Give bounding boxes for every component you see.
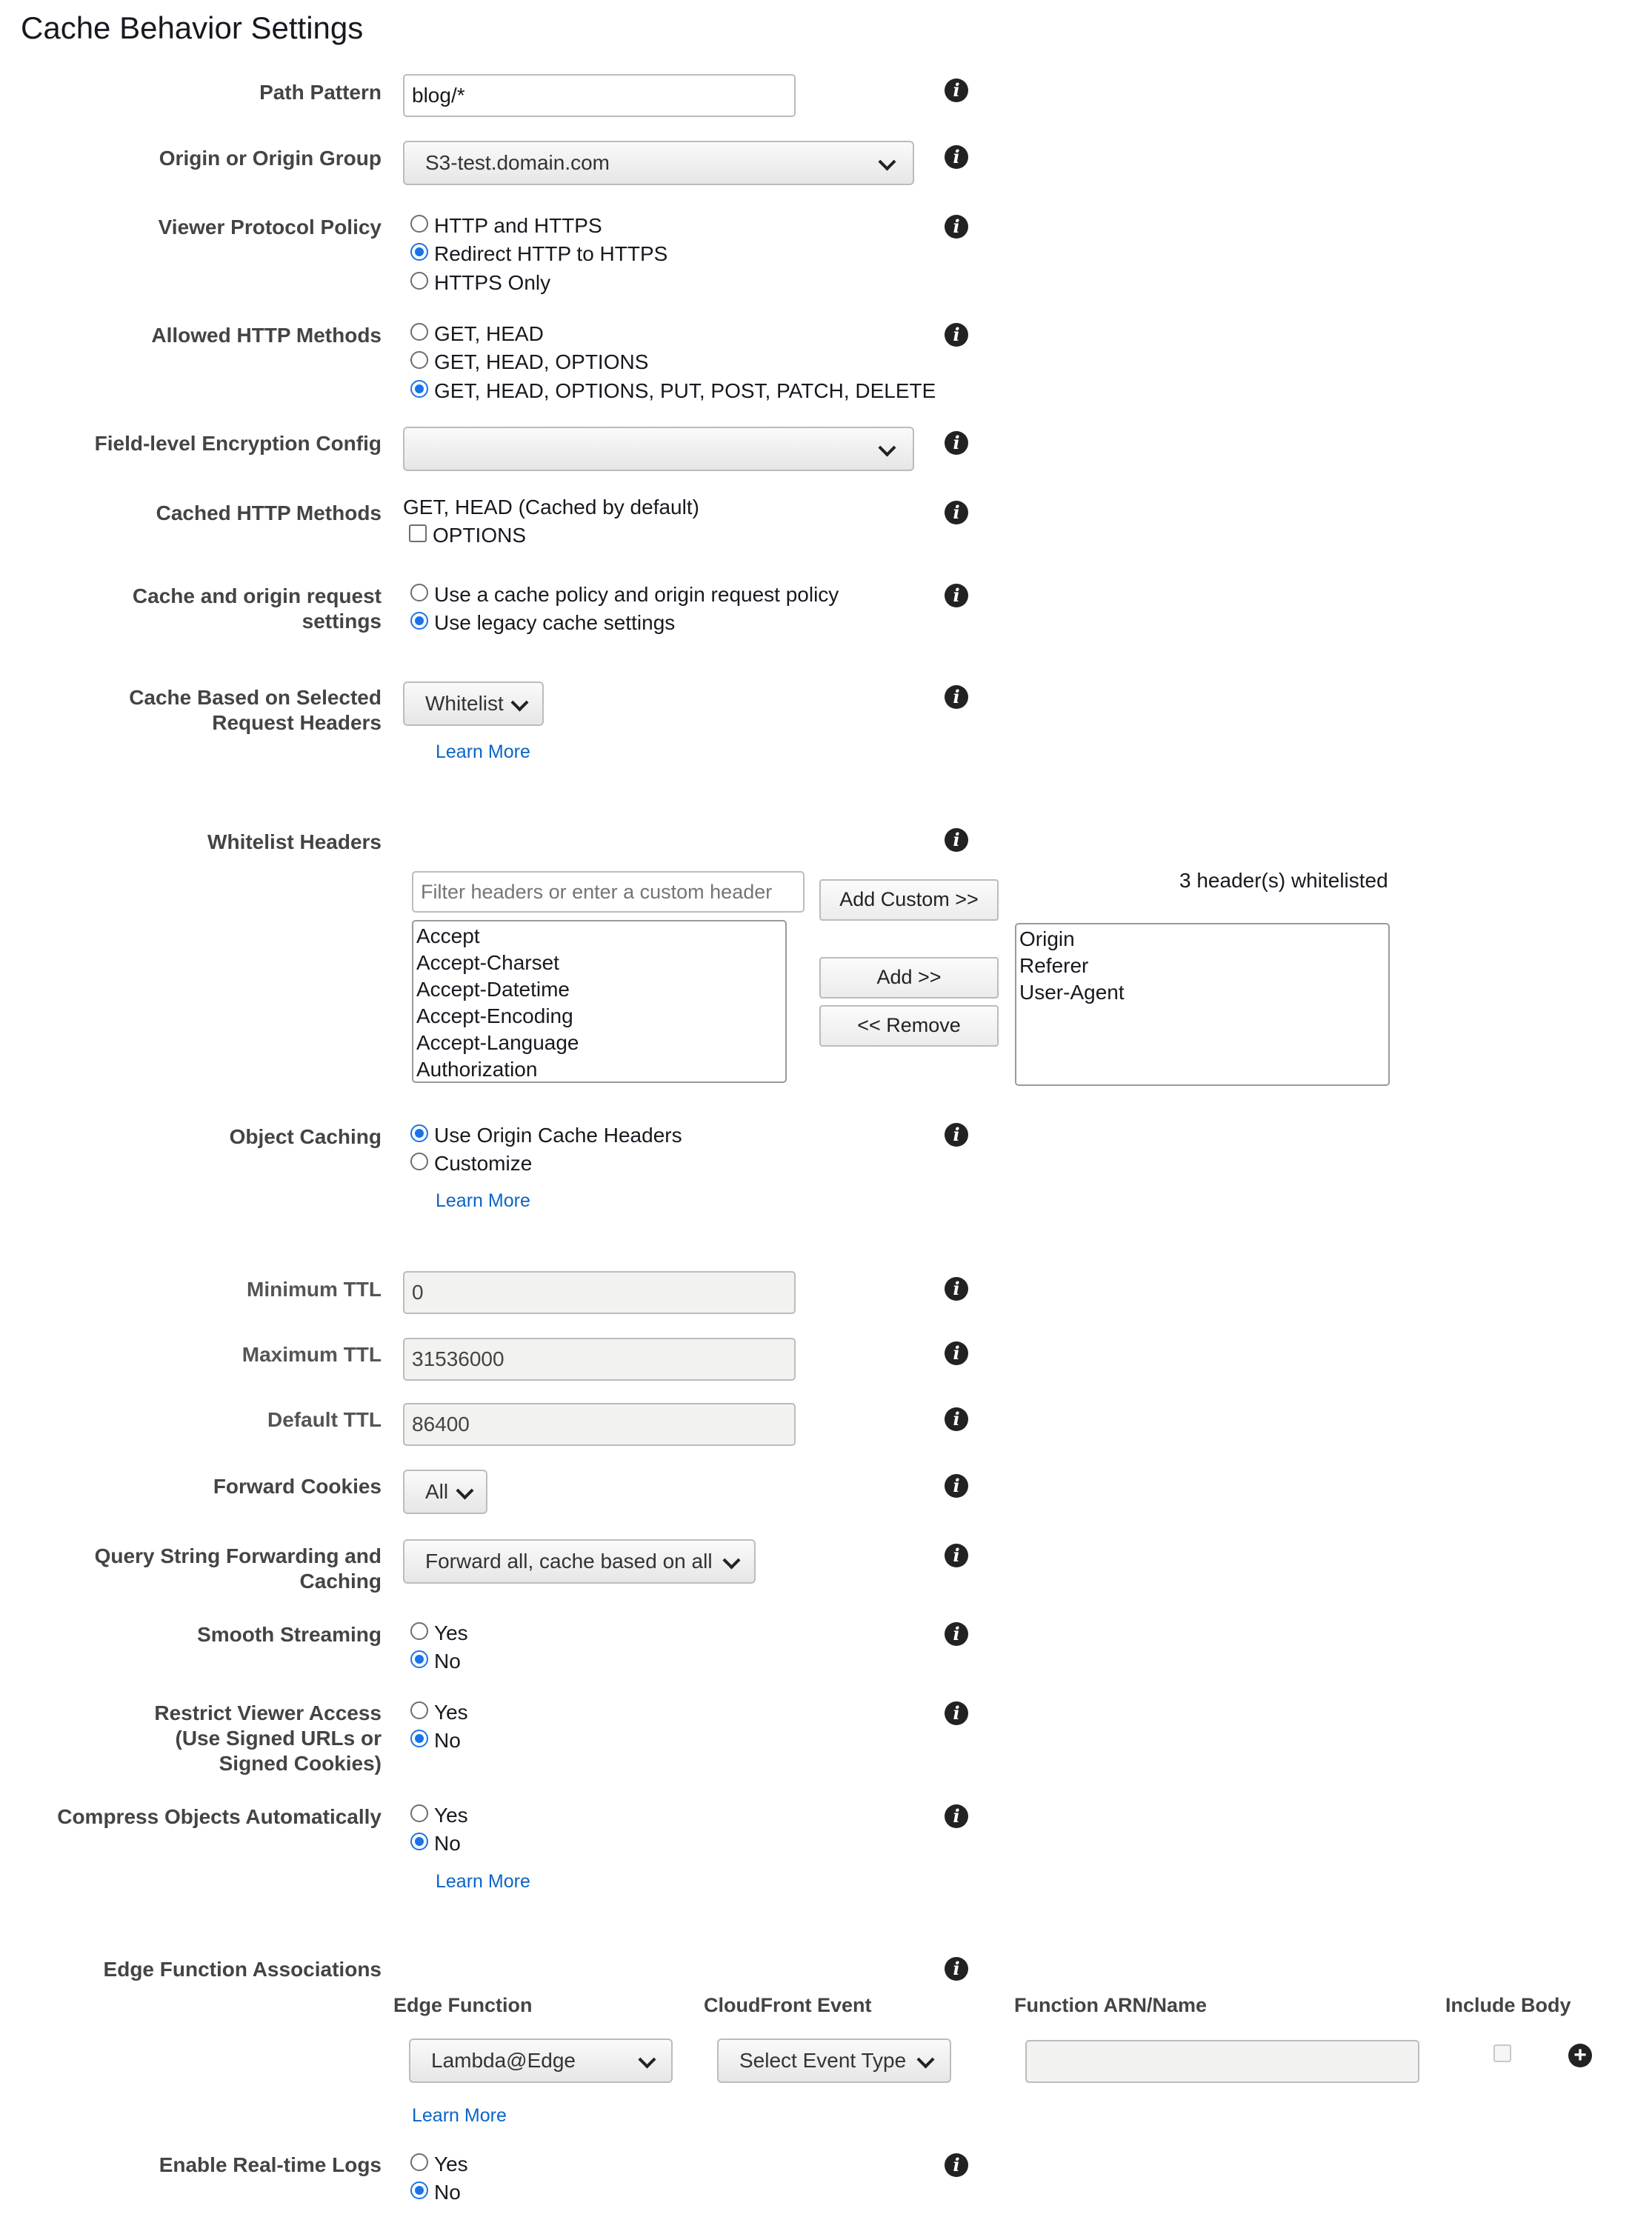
option-label: Use Origin Cache Headers: [434, 1124, 682, 1147]
smooth-streaming-label: Smooth Streaming: [197, 1623, 382, 1646]
edge-function-column-header: Edge Function: [393, 1994, 533, 2016]
whitelisted-count: 3 header(s) whitelisted: [1179, 869, 1388, 892]
cache-origin-settings-label: Cache and origin request settings: [132, 584, 382, 633]
option-label: GET, HEAD, OPTIONS, PUT, POST, PATCH, DELETE: [434, 379, 936, 402]
info-icon[interactable]: i: [945, 1123, 968, 1147]
radio-customize[interactable]: [410, 1153, 428, 1170]
include-body-column-header: Include Body: [1445, 1994, 1571, 2016]
option-label: Yes: [434, 1701, 468, 1724]
function-arn-column-header: Function ARN/Name: [1014, 1994, 1208, 2016]
minimum-ttl-label: Minimum TTL: [247, 1278, 382, 1301]
list-item[interactable]: Accept-Language: [416, 1031, 579, 1054]
list-item[interactable]: Accept: [416, 924, 480, 947]
option-label: Customize: [434, 1152, 533, 1175]
options-checkbox[interactable]: [409, 524, 427, 542]
radio-http-and-https[interactable]: [410, 215, 428, 233]
option-label: HTTPS Only: [434, 271, 551, 294]
option-label: Use a cache policy and origin request policy: [434, 583, 839, 606]
info-icon[interactable]: i: [945, 79, 968, 102]
allowed-methods-label: Allowed HTTP Methods: [151, 324, 382, 347]
path-pattern-input[interactable]: [403, 74, 796, 117]
radio-https-only[interactable]: [410, 272, 428, 290]
info-icon[interactable]: i: [945, 145, 968, 169]
radio-all-methods[interactable]: [410, 380, 428, 398]
query-string-label: Query String Forwarding and Caching: [94, 1544, 382, 1593]
option-label: Yes: [434, 1804, 468, 1827]
add-association-icon[interactable]: +: [1568, 2044, 1592, 2067]
option-label: No: [434, 1650, 461, 1673]
edge-function-associations-label: Edge Function Associations: [103, 1958, 382, 1981]
list-item[interactable]: User-Agent: [1019, 981, 1125, 1004]
info-icon[interactable]: i: [945, 1474, 968, 1498]
cloudfront-event-selected-value: Select Event Type: [739, 2049, 907, 2072]
minimum-ttl-input[interactable]: [403, 1271, 796, 1314]
include-body-checkbox[interactable]: [1493, 2044, 1511, 2062]
list-item[interactable]: Referer: [1019, 954, 1089, 977]
radio-smooth-streaming-yes[interactable]: [410, 1622, 428, 1640]
default-ttl-input[interactable]: [403, 1403, 796, 1446]
restrict-viewer-label: Restrict Viewer Access (Use Signed URLs or Signed Cookies): [154, 1701, 382, 1775]
option-label: Yes: [434, 2153, 468, 2176]
remove-button[interactable]: << Remove: [819, 1005, 999, 1047]
learn-more-link[interactable]: Learn More: [436, 1190, 530, 1211]
info-icon[interactable]: i: [945, 431, 968, 455]
option-label: No: [434, 2181, 461, 2204]
whitelisted-headers-list[interactable]: [1015, 923, 1390, 1086]
compress-objects-label: Compress Objects Automatically: [57, 1805, 382, 1828]
forward-cookies-label: Forward Cookies: [213, 1475, 382, 1498]
option-label: GET, HEAD, OPTIONS: [434, 350, 649, 373]
page-title: Cache Behavior Settings: [21, 10, 364, 45]
info-icon[interactable]: i: [945, 323, 968, 347]
chevron-down-icon: [916, 2050, 934, 2068]
option-label: Yes: [434, 1621, 468, 1644]
origin-selected-value: S3-test.domain.com: [425, 151, 610, 174]
radio-restrict-viewer-no[interactable]: [410, 1730, 428, 1747]
edge-function-select[interactable]: [409, 2038, 673, 2083]
info-icon[interactable]: i: [945, 1341, 968, 1365]
radio-redirect-http-to-https[interactable]: [410, 243, 428, 261]
info-icon[interactable]: i: [945, 1544, 968, 1567]
forward-cookies-selected-value: All: [425, 1480, 449, 1503]
chevron-down-icon: [722, 1551, 740, 1569]
chevron-down-icon: [510, 693, 528, 711]
cache-headers-select[interactable]: [403, 681, 544, 726]
list-item[interactable]: Authorization: [416, 1058, 538, 1081]
info-icon[interactable]: i: [945, 215, 968, 239]
origin-select[interactable]: [403, 141, 914, 185]
chevron-down-icon: [456, 1481, 473, 1499]
cache-headers-selected-value: Whitelist: [425, 692, 504, 715]
radio-realtime-logs-no[interactable]: [410, 2181, 428, 2199]
cached-methods-label: Cached HTTP Methods: [156, 501, 382, 524]
info-icon[interactable]: i: [945, 584, 968, 607]
learn-more-link[interactable]: Learn More: [436, 1871, 530, 1892]
list-item[interactable]: Accept-Charset: [416, 951, 559, 974]
edge-function-selected-value: Lambda@Edge: [431, 2049, 576, 2072]
cloudfront-event-column-header: CloudFront Event: [704, 1994, 872, 2016]
info-icon[interactable]: i: [945, 1957, 968, 1981]
radio-restrict-viewer-yes[interactable]: [410, 1701, 428, 1719]
option-label: Use legacy cache settings: [434, 611, 676, 634]
radio-smooth-streaming-no[interactable]: [410, 1650, 428, 1668]
radio-use-origin-cache-headers[interactable]: [410, 1124, 428, 1142]
chevron-down-icon: [878, 439, 896, 456]
origin-label: Origin or Origin Group: [159, 147, 382, 170]
radio-get-head[interactable]: [410, 323, 428, 341]
info-icon[interactable]: i: [945, 828, 968, 852]
info-icon[interactable]: i: [945, 1277, 968, 1301]
option-label: Redirect HTTP to HTTPS: [434, 242, 668, 265]
list-item[interactable]: Accept-Datetime: [416, 978, 570, 1001]
field-level-encryption-label: Field-level Encryption Config: [94, 432, 382, 455]
viewer-protocol-label: Viewer Protocol Policy: [158, 216, 382, 239]
info-icon[interactable]: i: [945, 2153, 968, 2177]
learn-more-link[interactable]: Learn More: [412, 2105, 507, 2126]
radio-compress-yes[interactable]: [410, 1804, 428, 1822]
forward-cookies-select[interactable]: [403, 1470, 487, 1514]
cloudfront-event-select[interactable]: [717, 2038, 951, 2083]
query-string-select[interactable]: [403, 1539, 756, 1584]
query-string-selected-value: Forward all, cache based on all: [425, 1550, 713, 1573]
list-item[interactable]: Origin: [1019, 927, 1075, 950]
info-icon[interactable]: i: [945, 1804, 968, 1828]
available-headers-list[interactable]: [412, 920, 787, 1083]
info-icon[interactable]: i: [945, 1701, 968, 1725]
radio-realtime-logs-yes[interactable]: [410, 2153, 428, 2171]
radio-get-head-options[interactable]: [410, 351, 428, 369]
cached-by-default-text: GET, HEAD (Cached by default): [403, 496, 699, 519]
field-level-encryption-select[interactable]: [403, 427, 914, 471]
maximum-ttl-input[interactable]: [403, 1338, 796, 1381]
default-ttl-label: Default TTL: [267, 1408, 382, 1431]
whitelist-headers-label: Whitelist Headers: [207, 830, 382, 853]
option-label: GET, HEAD: [434, 322, 544, 345]
option-label: No: [434, 1729, 461, 1752]
cache-headers-label: Cache Based on Selected Request Headers: [129, 686, 382, 734]
info-icon[interactable]: i: [945, 1407, 968, 1431]
radio-legacy-cache-settings[interactable]: [410, 612, 428, 630]
options-checkbox-label: OPTIONS: [433, 524, 527, 547]
info-icon[interactable]: i: [945, 1622, 968, 1646]
object-caching-label: Object Caching: [229, 1125, 382, 1148]
list-item[interactable]: Accept-Encoding: [416, 1004, 573, 1027]
maximum-ttl-label: Maximum TTL: [242, 1343, 382, 1366]
add-custom-button[interactable]: Add Custom >>: [819, 879, 999, 921]
add-button[interactable]: Add >>: [819, 957, 999, 999]
path-pattern-label: Path Pattern: [259, 81, 382, 104]
option-label: No: [434, 1832, 461, 1855]
radio-compress-no[interactable]: [410, 1833, 428, 1850]
header-filter-input[interactable]: [412, 871, 805, 913]
function-arn-input[interactable]: [1025, 2040, 1419, 2083]
chevron-down-icon: [878, 153, 896, 170]
option-label: HTTP and HTTPS: [434, 214, 602, 237]
chevron-down-icon: [638, 2050, 656, 2068]
radio-cache-policy[interactable]: [410, 584, 428, 601]
learn-more-link[interactable]: Learn More: [436, 741, 530, 762]
info-icon[interactable]: i: [945, 501, 968, 524]
info-icon[interactable]: i: [945, 685, 968, 709]
realtime-logs-label: Enable Real-time Logs: [159, 2153, 382, 2176]
